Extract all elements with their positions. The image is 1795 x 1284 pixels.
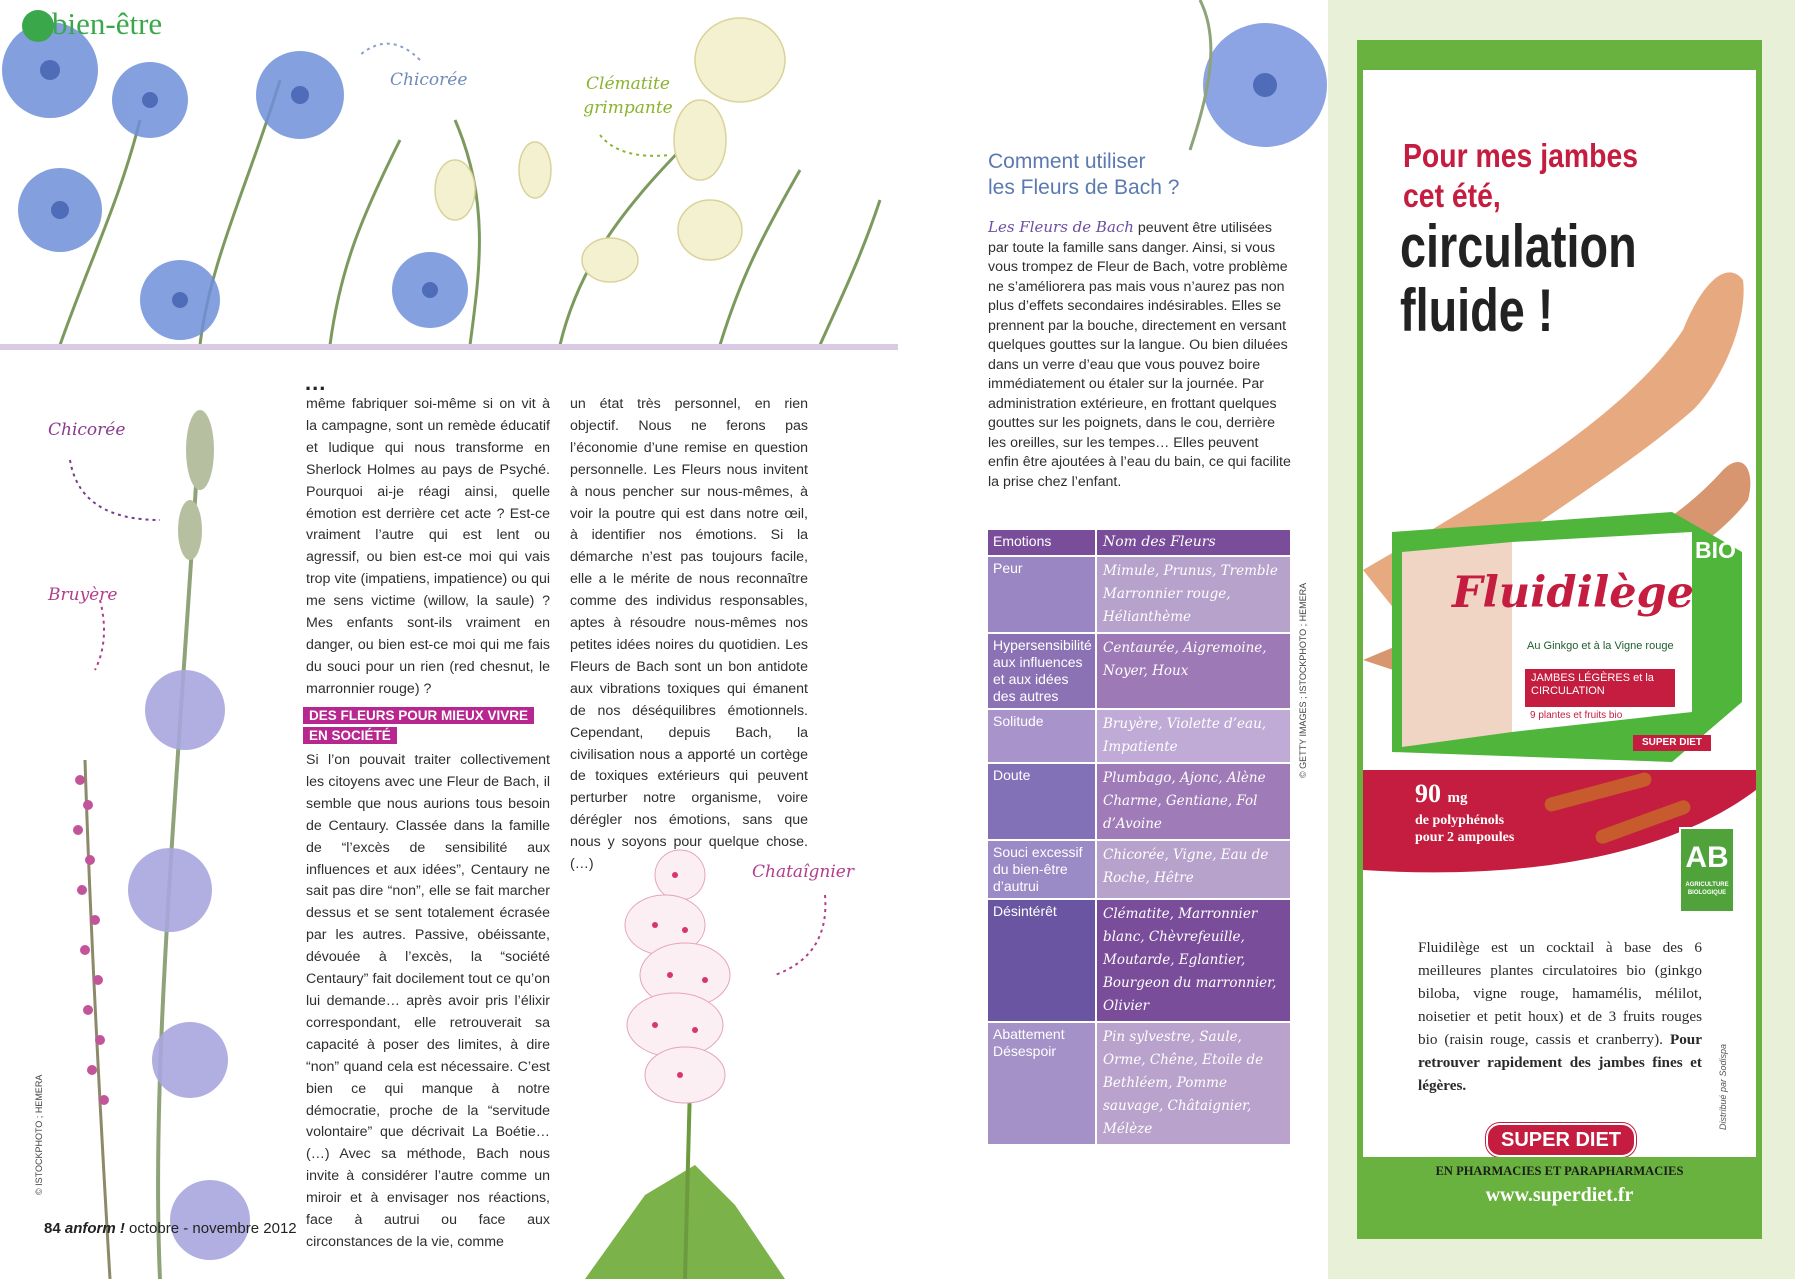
product-claim: JAMBES LÉGÈRES et la CIRCULATION xyxy=(1525,669,1675,707)
table-flowers: Mimule, Prunus, Tremble Marronnier rouge, Hélianthème xyxy=(1097,557,1290,632)
page-folio xyxy=(44,1220,297,1237)
ad-description-text: Fluidilège est un cocktail à base des 6 meilleures plantes circulatoires bio (ginkgo biloba, vigne rouge, hamamélis, mélilot, noisetier et petit houx) et de 3 fruits rouges bio (raisin rouge, cassis et cranberry). xyxy=(1418,939,1702,1048)
table-emotion: Solitude xyxy=(988,710,1095,762)
ad-description-bold: Pour retrouver rapidement des jambes fines et légères. xyxy=(1418,1031,1702,1094)
ad-dose-caption-line1: de polyphénols xyxy=(1415,813,1505,828)
ad-headline-line1: Pour mes jambes xyxy=(1403,137,1639,174)
bach-flowers-table xyxy=(988,530,1290,1146)
product-bio-badge: BIO xyxy=(1695,537,1736,563)
issue-date: octobre - novembre 2012 xyxy=(129,1220,297,1237)
photo-credit-left: © ISTOCKPHOTO ; HEMERA xyxy=(34,1074,44,1195)
table-emotion: Doute xyxy=(988,764,1095,839)
table-row xyxy=(988,841,1290,898)
chestnut-flower-illustration xyxy=(585,835,795,1279)
ad-dose-caption xyxy=(1415,812,1514,846)
ad-website-link[interactable]: www.superdiet.fr xyxy=(1485,1184,1634,1206)
article-paragraph: même fabriquer soi-même si on vit à la campagne, sont un remède éducatif et ludique qui nous transforme en Sherlock Holmes au pays de Psyché. Pourquoi ai-je réagi ainsi, quelle émotion est derrière cet acte ? Est-ce vraiment l’autre qui est lent ou agressif, ou bien est-ce moi qui vais trop vite (impatiens, impatience) ou qui me sens victime (willow, la saule) ? Mes enfants sont-ils vraiment en danger, ou bien est-ce moi qui me fais du souci pour un rien (red chesnut, le marronnier rouge) ? xyxy=(306,396,550,697)
magazine-name: anform ! xyxy=(64,1220,125,1237)
label-chataignier: Chataîgnier xyxy=(752,862,854,882)
table-flowers: Chicorée, Vigne, Eau de Roche, Hêtre xyxy=(1097,841,1290,898)
ad-dose-caption-line2: pour 2 ampoules xyxy=(1415,830,1515,845)
ab-logo-letters: AB xyxy=(1685,841,1729,874)
label-bruyere: Bruyère xyxy=(48,585,118,605)
product-box xyxy=(1392,512,1742,762)
header-divider xyxy=(0,344,898,350)
table-flowers: Centaurée, Aigremoine, Noyer, Houx xyxy=(1097,634,1290,708)
table-emotion: Souci excessif du bien-être d’autrui xyxy=(988,841,1095,898)
table-header-flowers: Nom des Fleurs xyxy=(1097,530,1290,555)
subheading-line-1: DES FLEURS POUR MIEUX VIVRE xyxy=(303,707,534,724)
ad-big-line2: fluide ! xyxy=(1400,277,1554,344)
ad-big-headline xyxy=(1400,215,1637,343)
table-emotion: Désintérêt xyxy=(988,900,1095,1021)
ad-availability: EN PHARMACIES ET PARAPHARMACIES xyxy=(1435,1164,1684,1178)
header-flower-illustration xyxy=(0,0,898,345)
table-flowers: Bruyère, Violette d’eau, Impatiente xyxy=(1097,710,1290,762)
ad-big-line1: circulation xyxy=(1400,213,1637,280)
page-number: 84 xyxy=(44,1220,61,1237)
label-clematite-line1: Clématite xyxy=(586,74,670,94)
sidebar-text: peuvent être utilisées par toute la famille sans danger. Ainsi, si vous vous trompez de Fleur de Bach, votre problème ne s’améliorera pas mais vous n’aurez pas non plus d’effets secondaires indésirables. Elles se prennent par la bouche, directement en versant quelques gouttes sur la langue. Ou bien diluées dans un verre d’eau que vous pouvez boire immédiatement ou étaler sur la journée. Par administration extérieure, en frottant quelques gouttes sur les poignets, dans le cou, derrière les oreilles, sur les tempes… Elles peuvent enfin être ajoutées à l’eau du bain, ce qui facilite la prise chez l’enfant. xyxy=(988,220,1291,490)
sidebar-title-line1: Comment utiliser xyxy=(988,150,1146,173)
sidebar-body xyxy=(988,218,1292,492)
table-row xyxy=(988,710,1290,762)
ad-dose-value: 90 xyxy=(1415,779,1441,808)
table-header-emotions: Emotions xyxy=(988,530,1095,555)
table-flowers: Plumbago, Ajonc, Alène Charme, Gentiane, Fol d’Avoine xyxy=(1097,764,1290,839)
table-emotion: Hypersensibilité aux influences et aux idées des autres xyxy=(988,634,1095,708)
product-name: Fluidilège xyxy=(1452,568,1694,618)
label-chicoree-top: Chicorée xyxy=(390,70,468,90)
article-paragraph: un état très personnel, en rien objectif. Nous ne ferons pas l’économie d’une remise en question personnelle. Les Fleurs nous invitent à nous pencher sur nous-mêmes, à voir la poutre qui est dans notre œil, à identifier nos émotions. Si la démarche n’est pas toujours facile, elle a le mérite de nous reconnaître comme des individus responsables, aptes à résoudre nous-mêmes nos petites idées noires du quotidien. Les Fleurs de Bach sont un bon antidote aux vibrations toxiques qui émanent de nos déséquilibres émotionnels. Cependant, depuis Bach, la civilisation nous a apporté un cortège de toxiques extérieurs qui peuvent perturber notre organisme, voire dérégler nos émotions, sans que nous y soyons pour quelque chose. (…) xyxy=(570,396,808,873)
side-flower-illustration xyxy=(0,360,300,1279)
label-clematite-line2: grimpante xyxy=(583,98,673,118)
ab-logo-caption: AGRICULTURE BIOLOGIQUE xyxy=(1685,882,1729,896)
table-row xyxy=(988,557,1290,632)
article-column-1-top xyxy=(306,394,550,701)
article-column-1-bottom xyxy=(306,750,550,1254)
product-plants: 9 plantes et fruits bio xyxy=(1530,710,1623,721)
chicory-corner-illustration xyxy=(1170,0,1330,200)
section-marker-icon xyxy=(22,10,54,42)
article-continuation-mark: ... xyxy=(305,370,327,395)
ad-headline-line2: cet été, xyxy=(1403,177,1501,214)
photo-credit-right: © GETTY IMAGES ; ISTOCKPHOTO ; HEMERA xyxy=(1298,582,1308,778)
article-subheading xyxy=(303,707,543,747)
sidebar-title-line2: les Fleurs de Bach ? xyxy=(988,176,1180,199)
superdiet-logo: SUPER DIET xyxy=(1486,1123,1636,1157)
table-row xyxy=(988,900,1290,1021)
ad-distributor: Distribué par Sodispa xyxy=(1718,1043,1728,1130)
table-row xyxy=(988,634,1290,708)
ad-dose xyxy=(1415,779,1468,809)
ad-headline xyxy=(1403,136,1638,216)
ab-certification-logo xyxy=(1679,827,1735,913)
table-emotion: Peur xyxy=(988,557,1095,632)
product-box-brand: SUPER DIET xyxy=(1633,735,1711,751)
table-flowers: Clématite, Marronnier blanc, Chèvrefeuille, Moutarde, Eglantier, Bourgeon du marronnier, Olivier xyxy=(1097,900,1290,1021)
table-emotion: Abattement Désespoir xyxy=(988,1023,1095,1144)
subheading-line-2: EN SOCIÉTÉ xyxy=(303,727,397,744)
table-row xyxy=(988,764,1290,839)
article-paragraph: Si l’on pouvait traiter collectivement les citoyens avec une Fleur de Bach, il semble que nous aurions tous besoin de Centaury. Classée dans la famille de “l’excès de sensibilité aux influences et aux idées”, Centaury ne sait pas dire “non”, elle se fait marcher dessus et se sent totalement écrasée par les autres. Passive, obéissante, dévouée à l’excès, la “société Centaury” fait docilement tout ce qu’on lui demande… après avoir pris l’élixir correspondant, elle retrouverait sa capacité à poser des limites, à dire “non” quand cela est nécessaire. C’est bien ce qui manque à notre démocratie, proche de la “servitude volontaire” que décrivait La Boétie… (…) Avec sa méthode, Bach nous invite à considérer l’autre comme un miroir et à envisager nos réactions, face à autrui ou face aux circonstances de la vie, comme xyxy=(306,752,550,1250)
ad-dose-unit: mg xyxy=(1447,790,1468,806)
table-header-row xyxy=(988,530,1290,555)
article-column-2 xyxy=(570,394,808,876)
product-subtitle: Au Ginkgo et à la Vigne rouge xyxy=(1527,640,1674,652)
sidebar-lead: Les Fleurs de Bach xyxy=(988,218,1134,236)
table-row xyxy=(988,1023,1290,1144)
label-clematite xyxy=(573,72,683,120)
sidebar-title xyxy=(988,149,1179,201)
table-flowers: Pin sylvestre, Saule, Orme, Chêne, Etoile de Bethléem, Pomme sauvage, Châtaignier, Mélèze xyxy=(1097,1023,1290,1144)
chataignier-arrow-icon xyxy=(770,890,830,980)
label-chicoree-left: Chicorée xyxy=(48,420,126,440)
ad-description xyxy=(1418,936,1702,1097)
section-title: bien-être xyxy=(52,6,163,41)
